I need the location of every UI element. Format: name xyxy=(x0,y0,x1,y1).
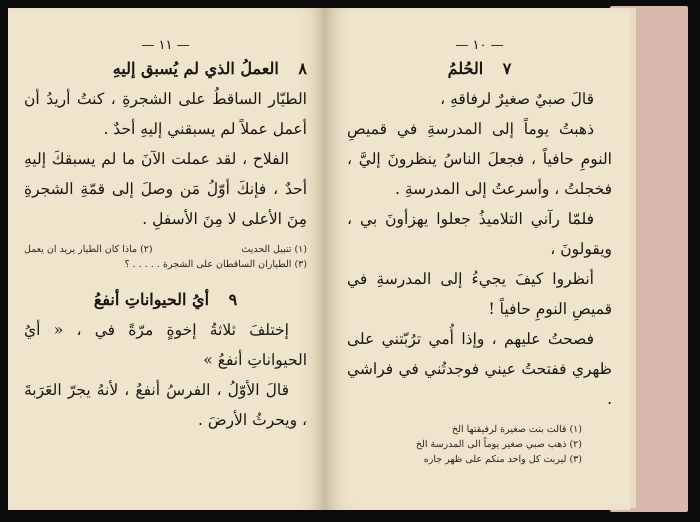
footnote: (٣) الطياران الساقطان على الشجرة . . . . . ؟ xyxy=(124,259,307,270)
lesson-title: الحُلمُ xyxy=(447,59,484,78)
lesson-7-heading xyxy=(347,59,612,78)
footnotes xyxy=(347,422,612,467)
page-number: — ١١ — xyxy=(141,38,190,53)
lesson-title: العملُ الذي لم يُسبق إليهِ xyxy=(112,59,279,78)
footnote: (١) تنبيل الحديث xyxy=(241,244,307,255)
paragraph: فلمّا رآني التلاميذُ جعلوا يهزأونَ بي ، ويقولونَ ، xyxy=(347,210,612,258)
lesson-title: أيُ الحيواناتِ أنفعُ xyxy=(93,290,210,309)
paragraph: ذهبتُ يوماً إلى المدرسةِ في قميصِ النومِ حافياً ، فجعلَ الناسُ ينظرونَ إليَّ ، فخجلتُ ، وأسرعتُ إلى المدرسةِ . xyxy=(347,120,612,198)
paragraph: قالَ الأوّلُ ، الفرسُ أنفعُ ، لأنهُ يجرّ العَرَبةَ ، ويحرثُ الأرضَ . xyxy=(24,381,307,429)
paragraph: الطيّار الساقطُ على الشجرةِ ، كنتُ أريدُ أن أعمل عملاً لم يسبقني إليهِ أحدٌ . xyxy=(24,90,307,138)
paragraph: قالَ صبيٌ صغيرٌ لرفاقهِ ، xyxy=(440,90,594,108)
footnotes xyxy=(24,242,307,272)
paragraph: الفلاح ، لقد عملت الآنَ ما لم يسبقكَ إليهِ أحدٌ ، فإنكَ أوّلُ مَن وصلَ إلى قمّةِ الشجرةِ مِنَ الأعلى لا مِنَ الأسفلِ . xyxy=(24,150,307,228)
lesson-number: ٩ xyxy=(228,290,238,309)
lesson-8-heading xyxy=(24,59,307,78)
footnote: (٢) ذهب صبي صغير يوماً الى المدرسة الخ xyxy=(415,439,582,450)
lesson-9-heading xyxy=(24,290,307,309)
footnote: (٣) ليربت كل واحد منكم على ظهر جاره xyxy=(423,454,582,465)
lesson-number: ٧ xyxy=(502,59,512,78)
paragraph: أنظروا كيفَ يجيءُ إلى المدرسةِ في قميصِ النومِ حافياً ! xyxy=(347,270,612,318)
footnote: (١) قالت بنت صغيرة لرفيقتها الخ xyxy=(451,424,582,435)
footnote: (٢) ماذا كان الطيار يريد ان يعمل xyxy=(24,244,153,255)
page-stack-edge xyxy=(630,8,637,508)
left-page xyxy=(8,8,325,510)
right-page xyxy=(325,8,630,510)
lesson-number: ٨ xyxy=(298,59,307,78)
paragraph: إختلفَ ثلاثةُ إخوةٍ مرّةً في ، « أيُ الحيواناتِ أنفعُ » xyxy=(24,321,307,369)
paragraph: فصحتُ عليهم ، وإذا أُمي ترُبّتني على ظهري ففتحتُ عيني فوجدتُني في فراشي . xyxy=(347,330,612,408)
page-number: — ١٠ — xyxy=(455,38,504,53)
